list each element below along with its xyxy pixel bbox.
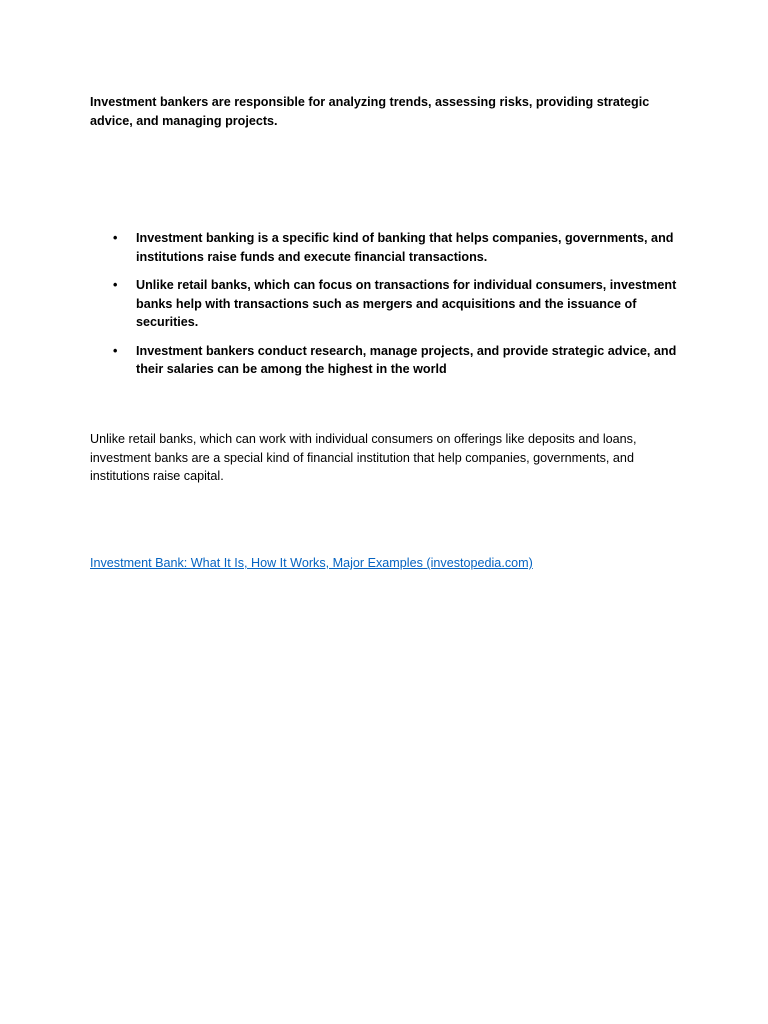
list-item: [90, 229, 680, 266]
key-points-list: [90, 229, 680, 389]
list-item: [90, 342, 680, 379]
list-item-text: Investment banking is a specific kind of banking that helps companies, governments, and institutions raise funds and execute financial transactions.: [136, 231, 674, 264]
list-item-text: Investment bankers conduct research, manage projects, and provide strategic advice, and their salaries can be among the highest in the world: [136, 343, 677, 376]
intro-paragraph: Investment bankers are responsible for analyzing trends, assessing risks, providing strategic advice, and managing projects.: [90, 95, 650, 128]
bullet-icon: •: [113, 343, 118, 358]
list-item-text: Unlike retail banks, which can focus on transactions for individual consumers, investment banks help with transactions such as mergers and acquisitions and the issuance of securities.: [136, 278, 677, 329]
list-item: [90, 276, 680, 332]
bullet-icon: •: [113, 231, 118, 245]
source-link[interactable]: Investment Bank: What It Is, How It Works, Major Examples (investopedia.com): [90, 556, 533, 570]
bullet-icon: •: [113, 278, 118, 292]
body-paragraph: Unlike retail banks, which can work with individual consumers on offerings like deposits and loans, investment banks are a special kind of financial institution that help companies, governments, and institutions raise capital.: [90, 432, 637, 483]
